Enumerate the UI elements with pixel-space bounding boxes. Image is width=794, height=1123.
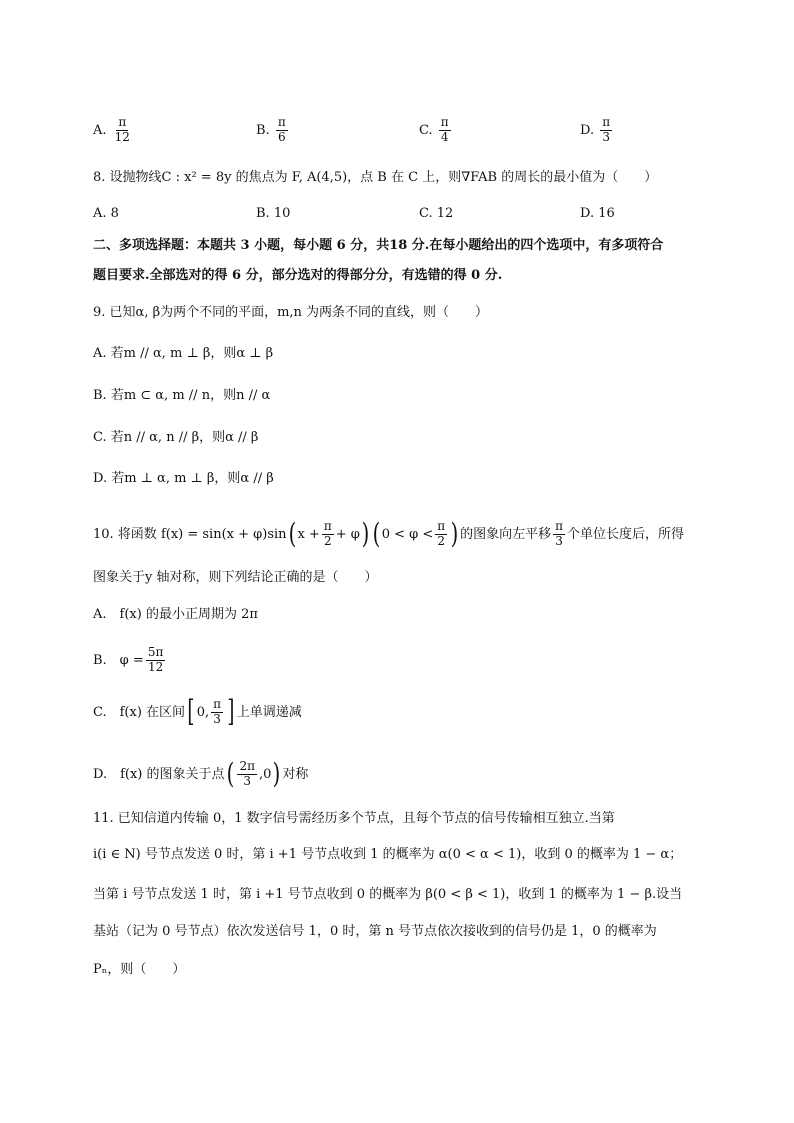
section2-instructions-line2: 题目要求.全部选对的得 6 分，部分选对的得部分分，有选错的得 0 分. <box>93 268 503 283</box>
q11-stem-line1: 11. 已知信道内传输 0，1 数字信号需经历多个节点，且每个节点的信号传输相互独立.当第 <box>93 811 615 826</box>
q11-stem-line3: 当第 i 号节点发送 1 时，第 i +1 号节点收到 0 的概率为 β(0 < β < 1)，收到 1 的概率为 1 − β.设当 <box>93 887 683 902</box>
section2-instructions-line1: 二、多项选择题：本题共 3 小题，每小题 6 分，共18 分.在每小题给出的四个选项中，有多项符合 <box>93 238 664 253</box>
q11-stem-line4: 基站（记为 0 号节点）依次发送信号 1，0 时，第 n 号节点依次接收到的信号仍是 1，0 的概率为 <box>93 924 657 939</box>
q10-option-b: B. φ = $\frac{5\pi}{12}$ <box>93 645 164 674</box>
q9-option-c: C. 若n // α, n // β，则α // β <box>93 430 259 445</box>
q8-option-c: C. 12 <box>419 206 454 221</box>
q8-stem: 8. 设抛物线C : x² = 8y 的焦点为 F, A(4,5)，点 B 在 C 上，则∇FAB 的周长的最小值为（ ） <box>93 170 658 185</box>
q7-option-d: D. $\frac{\pi}{3}$ <box>580 115 611 144</box>
q10-option-c: C. f(x) 在区间[ 0, $\frac{\pi}{3}$ ] 上单调递减 <box>93 694 302 730</box>
q7-option-c: C. $\frac{\pi}{4}$ <box>419 115 449 144</box>
q11-stem-line2: i(i ∈ N) 号节点发送 0 时，第 i +1 号节点收到 1 的概率为 α(0 < α < 1)，收到 0 的概率为 1 − α； <box>93 847 683 862</box>
q10-option-a: A. f(x) 的最小正周期为 2π <box>93 607 258 622</box>
q11-stem-line5: Pₙ，则（ ） <box>93 962 186 977</box>
q10-stem-line2: 图象关于y 轴对称，则下列结论正确的是（ ） <box>93 570 378 585</box>
q7-option-a: A. $\frac{\pi}{12}$ <box>93 115 130 144</box>
q8-option-a: A. 8 <box>93 206 119 221</box>
q9-option-b: B. 若m ⊂ α, m // n，则n // α <box>93 388 271 403</box>
q9-stem: 9. 已知α, β为两个不同的平面，m,n 为两条不同的直线，则（ ） <box>93 305 489 320</box>
q9-option-a: A. 若m // α, m ⊥ β，则α ⊥ β <box>93 346 274 361</box>
q10-stem: 10. 将函数 f(x) = sin(x + φ)sin( x + $\frac{\pi}{2}$ + φ) ( 0 < φ < $\frac{\pi}{2}$ ) 的图象向左平移 $\frac{\pi}{3}$ 个单位长度后，所得 <box>93 517 685 551</box>
q8-option-b: B. 10 <box>256 206 291 221</box>
q10-option-d: D. f(x) 的图象关于点( $\frac{2\pi}{3}$ ,0) 对称 <box>93 757 309 791</box>
q9-option-d: D. 若m ⊥ α, m ⊥ β，则α // β <box>93 471 274 486</box>
q8-option-d: D. 16 <box>580 206 615 221</box>
q7-option-b: B. $\frac{\pi}{6}$ <box>256 115 286 144</box>
